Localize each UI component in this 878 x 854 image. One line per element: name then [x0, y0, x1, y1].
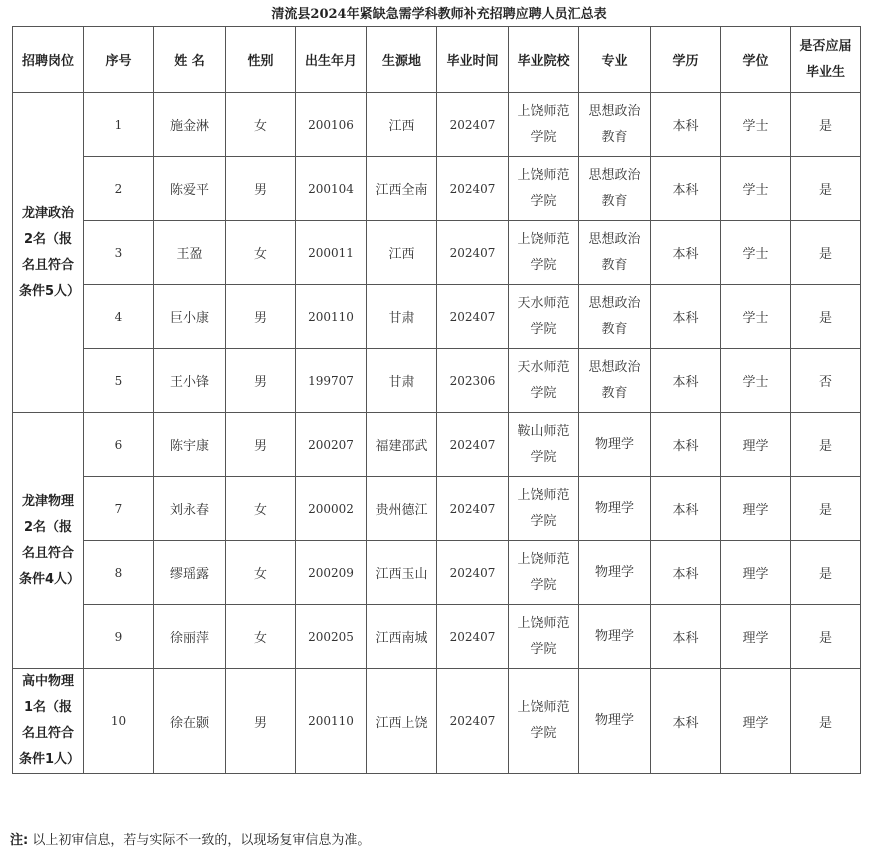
- gender-cell: 女: [226, 477, 296, 541]
- school-cell: [509, 157, 579, 221]
- school-cell: [509, 413, 579, 477]
- post-cell: 龙津物理2名（报名且符合条件4人）: [13, 413, 84, 669]
- name-cell: 徐在颢: [154, 669, 226, 774]
- degree-cell: 学士: [721, 221, 791, 285]
- major-cell: [579, 669, 651, 774]
- grad-time-cell: 202407: [437, 157, 509, 221]
- name-cell: 陈宇康: [154, 413, 226, 477]
- fresh-graduate-cell: 是: [791, 221, 861, 285]
- fresh-graduate-cell: 是: [791, 477, 861, 541]
- name-cell: 施金淋: [154, 93, 226, 157]
- origin-cell: 江西玉山: [367, 541, 437, 605]
- grad-time-cell: 202407: [437, 477, 509, 541]
- birth-cell: 200106: [296, 93, 367, 157]
- school-cell: [509, 477, 579, 541]
- origin-cell: 江西: [367, 221, 437, 285]
- birth-cell: 200110: [296, 285, 367, 349]
- column-header: 招聘岗位: [13, 27, 84, 93]
- degree-cell: 学士: [721, 93, 791, 157]
- school-cell: [509, 221, 579, 285]
- table-row: [13, 93, 861, 157]
- gender-cell: 男: [226, 669, 296, 774]
- degree-cell: 学士: [721, 349, 791, 413]
- education-cell: 本科: [651, 477, 721, 541]
- column-header: 性别: [226, 27, 296, 93]
- fresh-graduate-cell: 是: [791, 605, 861, 669]
- fresh-graduate-cell: 是: [791, 541, 861, 605]
- major-cell-line: 物理学: [594, 564, 634, 580]
- table-row: [13, 413, 861, 477]
- school-cell-line: 上饶师范: [517, 551, 570, 567]
- serial-cell: 7: [84, 477, 154, 541]
- major-cell: [579, 477, 651, 541]
- gender-cell: 女: [226, 221, 296, 285]
- school-cell-line: 学院: [530, 385, 557, 401]
- grad-time-cell: 202407: [437, 285, 509, 349]
- degree-cell: 理学: [721, 541, 791, 605]
- serial-cell: 10: [84, 669, 154, 774]
- serial-cell: 5: [84, 349, 154, 413]
- major-cell: [579, 605, 651, 669]
- serial-cell: 8: [84, 541, 154, 605]
- degree-cell: 学士: [721, 157, 791, 221]
- origin-cell: 甘肃: [367, 349, 437, 413]
- major-cell: [579, 157, 651, 221]
- fresh-graduate-cell: 是: [791, 93, 861, 157]
- major-cell-line: 教育: [601, 257, 628, 273]
- birth-cell: 200209: [296, 541, 367, 605]
- school-cell: [509, 285, 579, 349]
- school-cell-line: 上饶师范: [517, 700, 570, 715]
- birth-cell: 199707: [296, 349, 367, 413]
- origin-cell: 江西全南: [367, 157, 437, 221]
- serial-cell: 9: [84, 605, 154, 669]
- post-cell: 高中物理1名（报名且符合条件1人）: [13, 669, 84, 774]
- education-cell: 本科: [651, 157, 721, 221]
- name-cell: 缪瑶露: [154, 541, 226, 605]
- school-cell-line: 上饶师范: [517, 231, 570, 247]
- origin-cell: 甘肃: [367, 285, 437, 349]
- education-cell: 本科: [651, 285, 721, 349]
- column-header: 姓 名: [154, 27, 226, 93]
- birth-cell: 200104: [296, 157, 367, 221]
- school-cell-line: 学院: [530, 577, 557, 593]
- gender-cell: 女: [226, 541, 296, 605]
- gender-cell: 女: [226, 93, 296, 157]
- major-cell-line: 教育: [601, 321, 628, 337]
- school-cell-line: 上饶师范: [517, 615, 570, 631]
- table-body: [13, 93, 861, 774]
- table-row: [13, 477, 861, 541]
- birth-cell: 200110: [296, 669, 367, 774]
- fresh-graduate-cell: 是: [791, 285, 861, 349]
- school-cell-line: 学院: [530, 193, 557, 209]
- name-cell: 王盈: [154, 221, 226, 285]
- major-cell: [579, 221, 651, 285]
- table-row: [13, 541, 861, 605]
- school-cell-line: 学院: [530, 257, 557, 273]
- major-cell: [579, 413, 651, 477]
- table-row: [13, 221, 861, 285]
- table-row: [13, 605, 861, 669]
- origin-cell: 贵州德江: [367, 477, 437, 541]
- serial-cell: 6: [84, 413, 154, 477]
- name-cell: 刘永春: [154, 477, 226, 541]
- school-cell: [509, 605, 579, 669]
- origin-cell: 江西南城: [367, 605, 437, 669]
- school-cell: [509, 349, 579, 413]
- fresh-graduate-cell: 是: [791, 157, 861, 221]
- column-header: 序号: [84, 27, 154, 93]
- major-cell-line: 思想政治: [588, 295, 641, 311]
- major-cell-line: 思想政治: [588, 359, 641, 375]
- school-cell: [509, 669, 579, 774]
- birth-cell: 200205: [296, 605, 367, 669]
- major-cell: [579, 93, 651, 157]
- name-cell: 陈爱平: [154, 157, 226, 221]
- name-cell: 王小锋: [154, 349, 226, 413]
- education-cell: 本科: [651, 349, 721, 413]
- table-row: [13, 285, 861, 349]
- gender-cell: 女: [226, 605, 296, 669]
- serial-cell: 3: [84, 221, 154, 285]
- grad-time-cell: 202407: [437, 541, 509, 605]
- major-cell-line: 物理学: [594, 628, 634, 644]
- degree-cell: 理学: [721, 669, 791, 774]
- school-cell-line: 鞍山师范: [517, 423, 570, 439]
- major-cell: [579, 541, 651, 605]
- birth-cell: 200011: [296, 221, 367, 285]
- major-cell: [579, 349, 651, 413]
- header-row: [13, 27, 861, 93]
- name-cell: 徐丽萍: [154, 605, 226, 669]
- degree-cell: 学士: [721, 285, 791, 349]
- column-header: 毕业院校: [509, 27, 579, 93]
- major-cell-line: 思想政治: [588, 167, 641, 183]
- grad-time-cell: 202306: [437, 349, 509, 413]
- major-cell-line: 教育: [601, 385, 628, 401]
- education-cell: 本科: [651, 413, 721, 477]
- table-row: [13, 349, 861, 413]
- grad-time-cell: 202407: [437, 221, 509, 285]
- grad-time-cell: 202407: [437, 413, 509, 477]
- school-cell-line: 天水师范: [517, 359, 570, 375]
- gender-cell: 男: [226, 157, 296, 221]
- major-cell-line: 思想政治: [588, 231, 641, 247]
- footnote-text: 以上初审信息，若与实际不一致的，以现场复审信息为准。: [32, 833, 371, 848]
- degree-cell: 理学: [721, 477, 791, 541]
- serial-cell: 4: [84, 285, 154, 349]
- school-cell-line: 上饶师范: [517, 487, 570, 503]
- column-header: 出生年月: [296, 27, 367, 93]
- column-header: 专业: [579, 27, 651, 93]
- major-cell-line: 物理学: [594, 500, 634, 516]
- grad-time-cell: 202407: [437, 605, 509, 669]
- school-cell-line: 上饶师范: [517, 167, 570, 183]
- table-row: [13, 669, 861, 774]
- post-cell: 龙津政治2名（报名且符合条件5人）: [13, 93, 84, 413]
- gender-cell: 男: [226, 413, 296, 477]
- education-cell: 本科: [651, 221, 721, 285]
- name-cell: 巨小康: [154, 285, 226, 349]
- school-cell: [509, 541, 579, 605]
- education-cell: 本科: [651, 605, 721, 669]
- birth-cell: 200002: [296, 477, 367, 541]
- education-cell: 本科: [651, 669, 721, 774]
- major-cell: [579, 285, 651, 349]
- major-cell-line: 教育: [601, 193, 628, 209]
- degree-cell: 理学: [721, 413, 791, 477]
- footnote-label: 注:: [10, 833, 29, 848]
- applicant-table: [12, 26, 861, 774]
- column-header: 学位: [721, 27, 791, 93]
- serial-cell: 2: [84, 157, 154, 221]
- school-cell-line: 学院: [530, 129, 557, 145]
- footnote: [10, 829, 370, 848]
- table-row: [13, 157, 861, 221]
- fresh-graduate-cell: 是: [791, 413, 861, 477]
- grad-time-cell: 202407: [437, 669, 509, 774]
- degree-cell: 理学: [721, 605, 791, 669]
- major-cell-line: 物理学: [594, 713, 634, 728]
- table-title: 清流县2024年紧缺急需学科教师补充招聘应聘人员汇总表: [271, 7, 607, 22]
- major-cell-line: 物理学: [594, 436, 634, 452]
- school-cell-line: 学院: [530, 321, 557, 337]
- major-cell-line: 思想政治: [588, 103, 641, 119]
- education-cell: 本科: [651, 93, 721, 157]
- origin-cell: 江西上饶: [367, 669, 437, 774]
- gender-cell: 男: [226, 349, 296, 413]
- origin-cell: 江西: [367, 93, 437, 157]
- school-cell-line: 学院: [530, 449, 557, 465]
- column-header: 生源地: [367, 27, 437, 93]
- fresh-graduate-cell: 否: [791, 349, 861, 413]
- birth-cell: 200207: [296, 413, 367, 477]
- serial-cell: 1: [84, 93, 154, 157]
- school-cell: [509, 93, 579, 157]
- school-cell-line: 上饶师范: [517, 103, 570, 119]
- gender-cell: 男: [226, 285, 296, 349]
- school-cell-line: 学院: [530, 513, 557, 529]
- column-header: 是否应届 毕业生: [791, 27, 861, 93]
- grad-time-cell: 202407: [437, 93, 509, 157]
- school-cell-line: 学院: [530, 726, 557, 741]
- education-cell: 本科: [651, 541, 721, 605]
- school-cell-line: 天水师范: [517, 295, 570, 311]
- major-cell-line: 教育: [601, 129, 628, 145]
- column-header: 毕业时间: [437, 27, 509, 93]
- fresh-graduate-cell: 是: [791, 669, 861, 774]
- column-header: 学历: [651, 27, 721, 93]
- origin-cell: 福建邵武: [367, 413, 437, 477]
- school-cell-line: 学院: [530, 641, 557, 657]
